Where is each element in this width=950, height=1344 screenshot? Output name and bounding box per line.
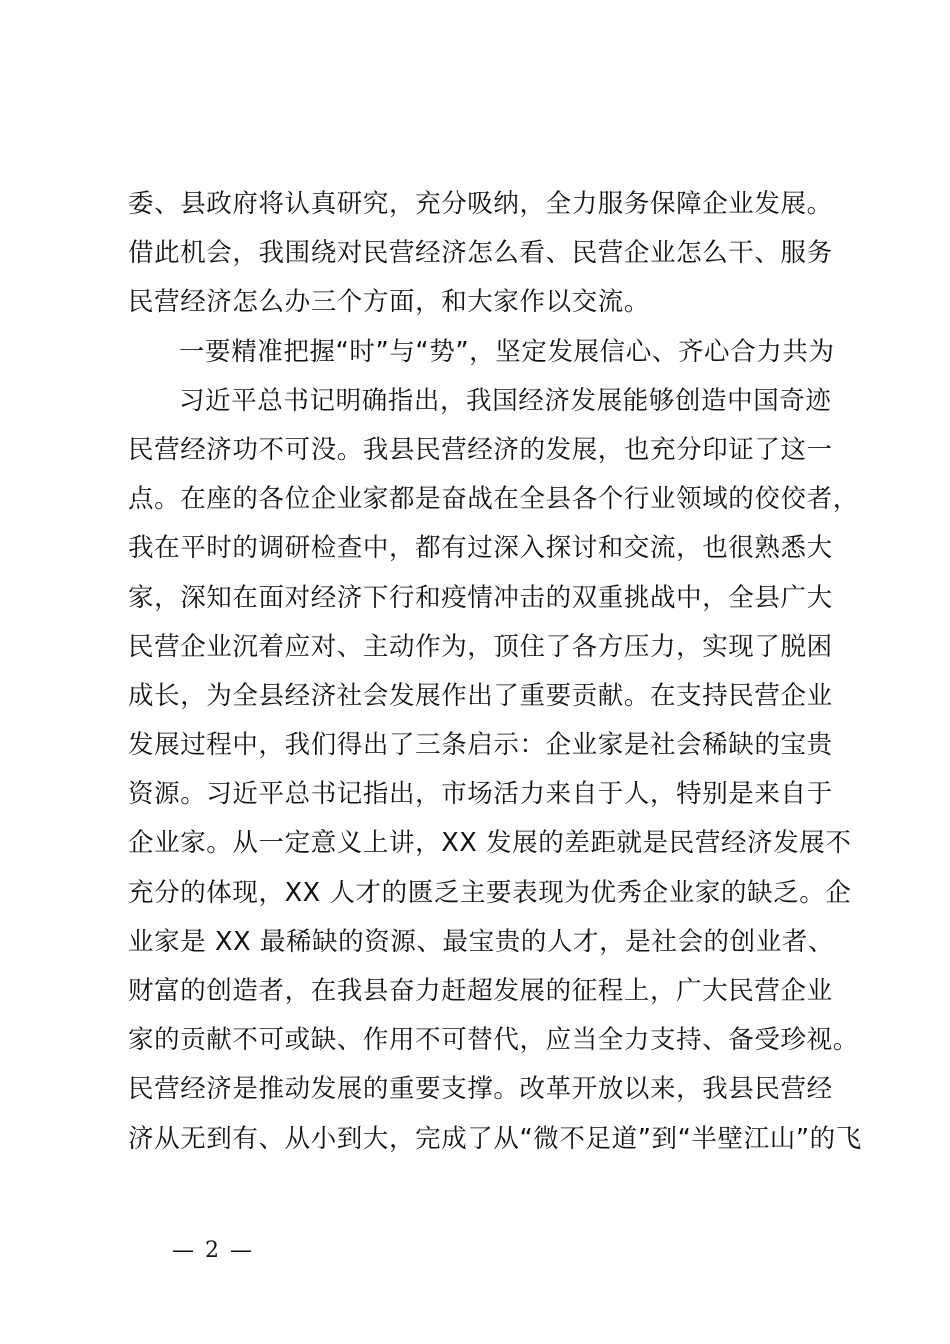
paragraph-start: 习近平总书记明确指出，我国经济发展能够创造中国奇迹 [179, 385, 832, 416]
text-line: 民营经济怎么办三个方面，和大家作以交流。 [128, 287, 651, 318]
text-line: 资源。习近平总书记指出，市场活力来自于人，特别是来自于 [128, 779, 833, 810]
section-heading: 一要精准把握“时”与“势”，坚定发展信心、齐心合力共为 [179, 336, 835, 367]
text-line: 成长，为全县经济社会发展作出了重要贡献。在支持民营企业 [128, 680, 833, 711]
text-line: 民营经济是推动发展的重要支撑。改革开放以来，我县民营经 [128, 1074, 833, 1105]
text-line: 民营企业沉着应对、主动作为，顶住了各方压力，实现了脱困 [128, 631, 833, 662]
text-line: 借此机会，我围绕对民营经济怎么看、民营企业怎么干、服务 [128, 238, 833, 269]
text-line: 我在平时的调研检查中，都有过深入探讨和交流，也很熟悉大 [128, 533, 833, 564]
text-line: 财富的创造者，在我县奋力赶超发展的征程上，广大民营企业 [128, 976, 833, 1006]
text-line: 民营经济功不可没。我县民营经济的发展，也充分印证了这一 [128, 434, 833, 465]
text-line: 业家是 XX 最稀缺的资源、最宝贵的人才，是社会的创业者、 [128, 926, 835, 957]
text-line: 充分的体现，XX 人才的匮乏主要表现为优秀企业家的缺乏。企 [128, 877, 852, 908]
text-line: 家，深知在面对经济下行和疫情冲击的双重挑战中，全县广大 [128, 582, 833, 613]
text-line: 济从无到有、从小到大，完成了从“微不足道”到“半壁江山”的飞 [128, 1123, 862, 1154]
page-number: — 2 — [172, 1238, 254, 1263]
text-line: 点。在座的各位企业家都是奋战在全县各个行业领域的佼佼者， [128, 484, 859, 515]
text-line: 发展过程中，我们得出了三条启示：企业家是社会稀缺的宝贵 [128, 730, 833, 761]
text-line: 企业家。从一定意义上讲，XX 发展的差距就是民营经济发展不 [128, 828, 852, 859]
text-line: 家的贡献不可或缺、作用不可替代，应当全力支持、备受珍视。 [128, 1025, 859, 1056]
body-text [128, 180, 862, 1164]
text-line: 委、县政府将认真研究，充分吸纳，全力服务保障企业发展。 [128, 189, 833, 219]
